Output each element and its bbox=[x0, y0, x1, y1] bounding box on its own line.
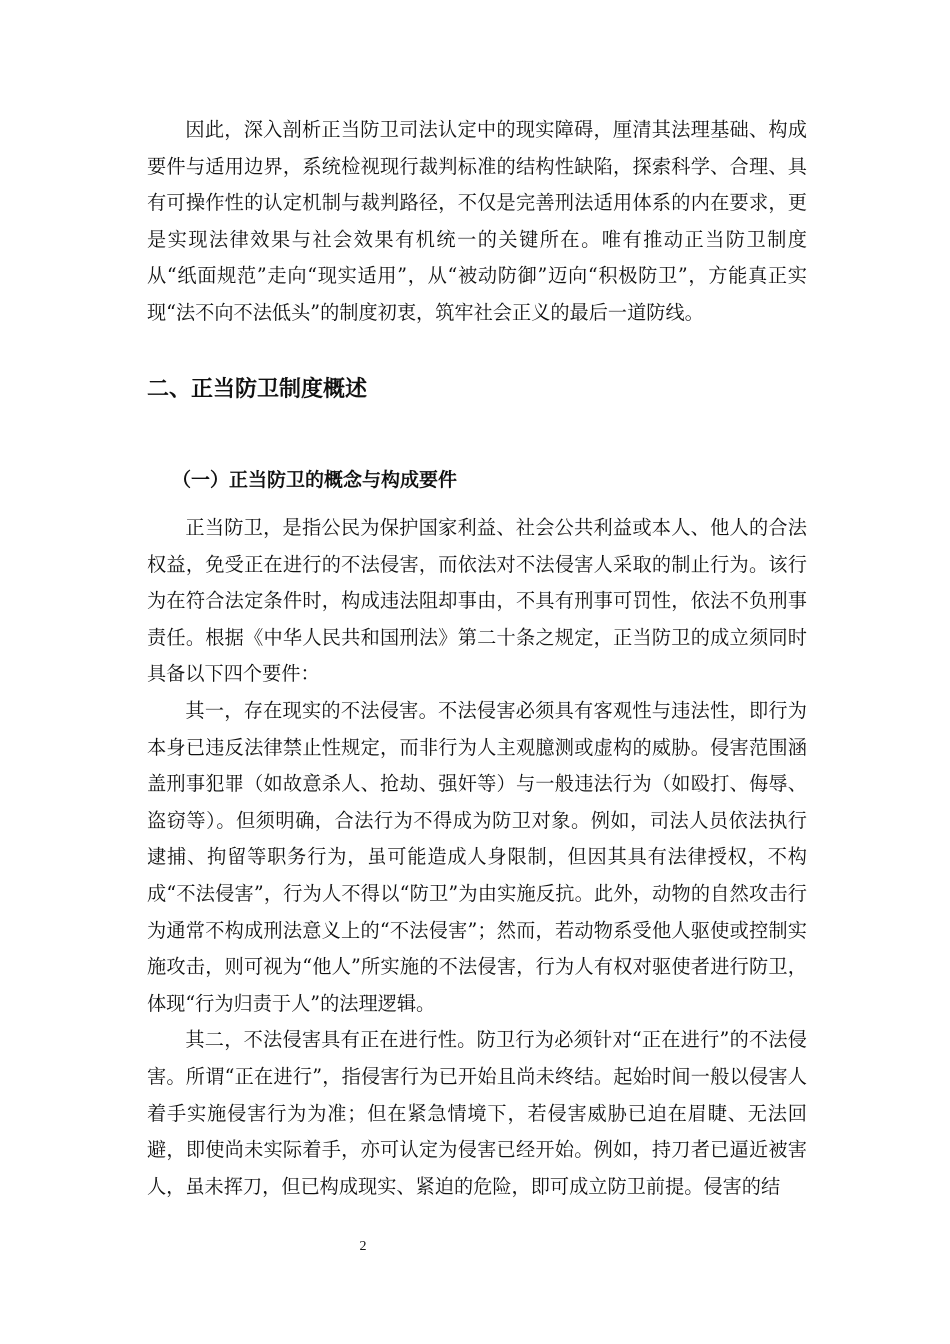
intro-paragraph: 因此，深入剖析正当防卫司法认定中的现实障碍，厘清其法理基础、构成要件与适用边界，系统检视现行裁判标准的结构性缺陷，探索科学、合理、具有可操作性的认定机制与裁判路径，不仅是完善刑法适用体系的内在要求，更是实现法律效果与社会效果有机统一的关键所在。唯有推动正当防卫制度从“纸面规范”走向“现实适用”，从“被动防御”迈向“积极防卫”，方能真正实现“法不向不法低头”的制度初衷，筑牢社会正义的最后一道防线。 bbox=[147, 118, 807, 324]
chapter-heading: 二、正当防卫制度概述 bbox=[147, 377, 368, 402]
body-paragraph-requirement-two: 其二，不法侵害具有正在进行性。防卫行为必须针对“正在进行”的不法侵害。所谓“正在进行”，指侵害行为已开始且尚未终结。起始时间一般以侵害人着手实施侵害行为为准；但在紧急情境下，若侵害威胁已迫在眉睫、无法回避，即使尚未实际着手，亦可认定为侵害已经开始。例如，持刀者已逼近被害人，虽未挥刀，但已构成现实、紧迫的危险，即可成立防卫前提。侵害的结 bbox=[147, 1028, 807, 1198]
body-paragraph-requirement-one: 其一，存在现实的不法侵害。不法侵害必须具有客观性与违法性，即行为本身已违反法律禁止性规定，而非行为人主观臆测或虚构的威胁。侵害范围涵盖刑事犯罪（如故意杀人、抢劫、强奸等）与一般违法行为（如殴打、侮辱、盗窃等）。但须明确，合法行为不得成为防卫对象。例如，司法人员依法执行逮捕、拘留等职务行为，虽可能造成人身限制，但因其具有法律授权，不构成“不法侵害”，行为人不得以“防卫”为由实施反抗。此外，动物的自然攻击行为通常不构成刑法意义上的“不法侵害”；然而，若动物系受他人驱使或控制实施攻击，则可视为“他人”所实施的不法侵害，行为人有权对驱使者进行防卫，体现“行为归责于人”的法理逻辑。 bbox=[147, 698, 807, 1015]
page-number: 2 bbox=[359, 1239, 367, 1254]
subsection-heading: （一）正当防卫的概念与构成要件 bbox=[172, 469, 458, 491]
body-paragraph-definition: 正当防卫，是指公民为保护国家利益、社会公共利益或本人、他人的合法权益，免受正在进行的不法侵害，而依法对不法侵害人采取的制止行为。该行为在符合法定条件时，构成违法阻却事由，不具有刑事可罚性，依法不负刑事责任。根据《中华人民共和国刑法》第二十条之规定，正当防卫的成立须同时具备以下四个要件： bbox=[147, 516, 807, 686]
intro-section bbox=[147, 112, 807, 332]
subsection-body bbox=[147, 510, 807, 1205]
